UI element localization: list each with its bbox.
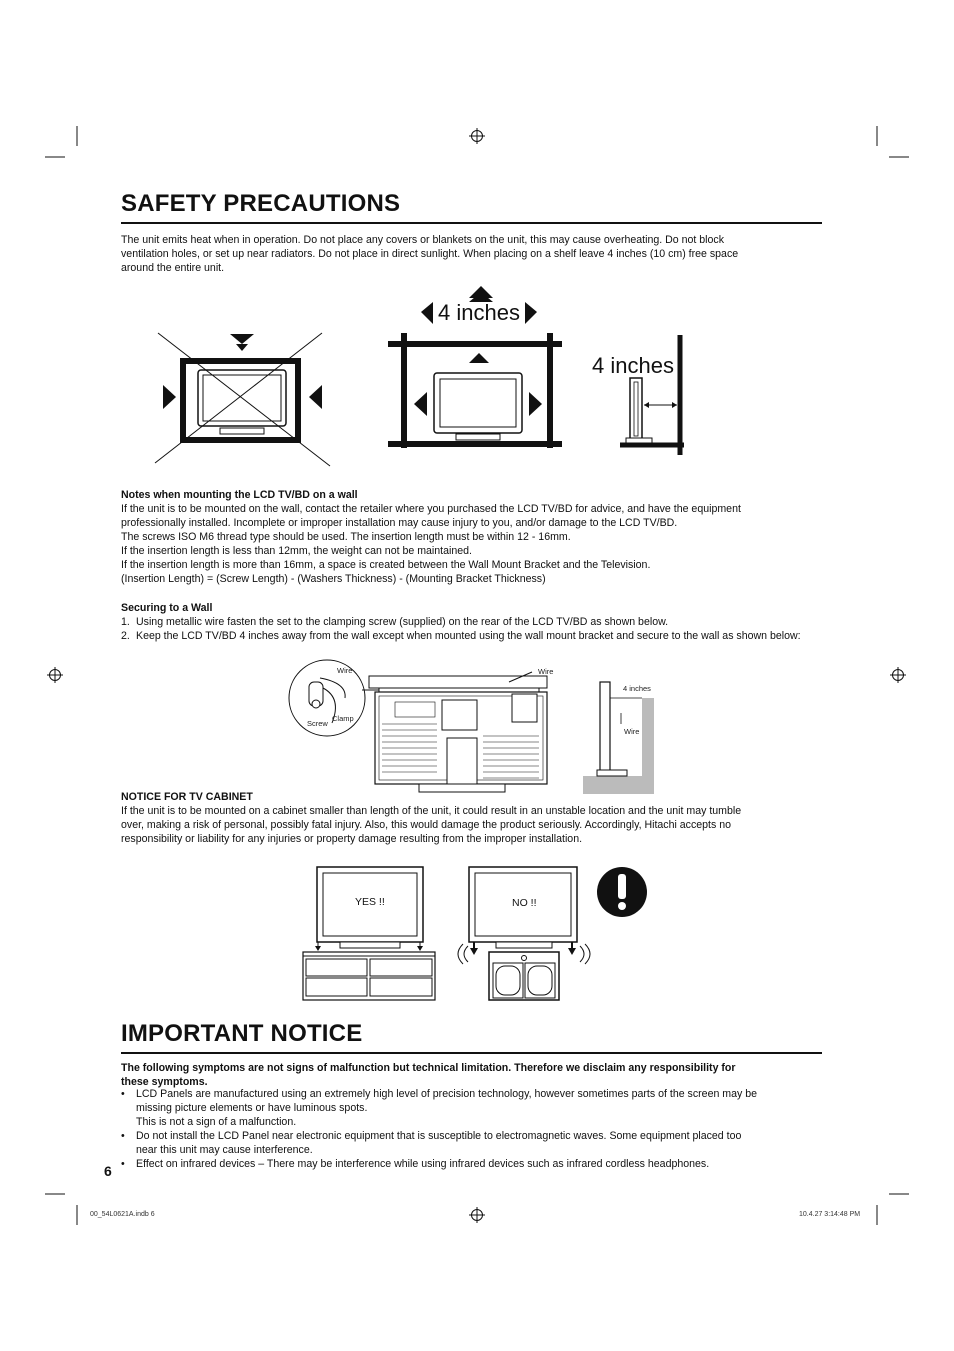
lead-line: these symptoms. [121, 1076, 208, 1088]
clamp-detail [289, 660, 379, 736]
arrow-left-icon [309, 385, 322, 409]
arrow-right-icon [529, 392, 542, 416]
page-number: 6 [104, 1163, 112, 1179]
securing-steps [121, 615, 811, 643]
bullet: • [121, 1130, 125, 1142]
wire-label: Wire [624, 727, 640, 736]
securing-heading: Securing to a Wall [121, 602, 213, 614]
intro-line: ventilation holes, or set up near radiators. Do not place in direct sunlight. When placing on a shelf leave 4 inches (10 cm) free space [121, 248, 739, 260]
correct-cabinet-figure [303, 867, 435, 1000]
yes-label: YES !! [355, 896, 385, 908]
wall-mount-heading: Notes when mounting the LCD TV/BD on a wall [121, 489, 358, 501]
wall-mount-line: If the insertion length is more than 16mm, a space is created between the Wall Mount Bracket and the Television. [121, 559, 651, 571]
registration-mark-left [47, 667, 63, 683]
wall-mount-line: The screws ISO M6 thread type should be used. The insertion length must be within 12 - 16mm. [121, 531, 571, 543]
list-item: 2. Keep the LCD TV/BD 4 inches away from the wall except when mounted using the wall mount bracket and secure to the wall as shown below: [121, 630, 801, 642]
incorrect-placement-figure [155, 333, 330, 466]
important-lead [121, 1061, 811, 1089]
clearance-diagram [150, 278, 690, 468]
registration-mark-top [469, 128, 485, 144]
wall-mount-notes [121, 488, 811, 586]
cabinet-heading: NOTICE FOR TV CABINET [121, 791, 253, 803]
intro-line: around the entire unit. [121, 262, 225, 274]
arrow-right-icon [525, 302, 537, 324]
arrow-left-icon [421, 302, 433, 324]
wall-mount-line: If the insertion length is less than 12mm, the weight can not be maintained. [121, 545, 472, 557]
wire-label: Wire [337, 666, 353, 675]
cabinet-diagram [300, 862, 652, 1004]
side-view-figure [592, 335, 684, 455]
warning-exclamation-icon [597, 867, 647, 917]
list-item: • Effect on infrared devices – There may be interference while using infrared devices such as infrared cordless headphones. [121, 1158, 710, 1170]
inches-label: 4 inches [623, 684, 651, 693]
safety-intro [121, 233, 811, 275]
intro-line: The unit emits heat when in operation. Do not place any covers or blankets on the unit, this may cause overheating. Do not block [121, 234, 725, 246]
wire-label: Wire [538, 667, 554, 676]
screw-label: Screw [307, 719, 328, 728]
cabinet-line: If the unit is to be mounted on a cabinet smaller than length of the unit, it could result in an unstable location and the unit may tumble [121, 805, 742, 817]
bullet: • [121, 1158, 125, 1170]
securing-diagram [287, 658, 657, 798]
cabinet-notice [121, 790, 811, 846]
registration-mark-right [890, 667, 906, 683]
lead-line: The following symptoms are not signs of malfunction but technical limitation. Therefore we disclaim any responsibility for [121, 1062, 736, 1074]
clearance-label-side: 4 inches [592, 353, 674, 378]
arrow-left-icon [414, 392, 427, 416]
incorrect-cabinet-figure [458, 867, 590, 1000]
important-title: IMPORTANT NOTICE [121, 1020, 822, 1054]
wall-mount-line: If the unit is to be mounted on the wall, contact the retailer where you purchased the LCD TV/BD for advice, and have the equipment [121, 503, 741, 515]
clamp-label: Clamp [332, 714, 354, 723]
wall-mount-line: (Insertion Length) = (Screw Length) - (Washers Thickness) - (Mounting Bracket Thickness) [121, 573, 546, 585]
list-item: 1. Using metallic wire fasten the set to the clamping screw (supplied) on the rear of the LCD TV/BD as shown below. [121, 616, 669, 628]
arrow-down-icon [230, 334, 254, 344]
registration-mark-bottom [469, 1207, 485, 1223]
footer-timestamp: 10.4.27 3:14:48 PM [799, 1211, 861, 1218]
bullet: • [121, 1088, 125, 1100]
list-item: • Do not install the LCD Panel near electronic equipment that is susceptible to electromagnetic waves. Some equipment placed too near this unit may cause interference. [121, 1130, 742, 1156]
arrow-right-icon [163, 385, 176, 409]
list-item: • LCD Panels are manufactured using an extremely high level of precision technology, however sometimes parts of the screen may be missing picture elements or have luminous spots. This is not a sign of a malfunction. [121, 1088, 758, 1128]
cabinet-line: over, making a risk of personal, possibly fatal injury. Also, this would damage the product seriously. Accordingly, Hitachi accepts no [121, 819, 732, 831]
wall-side-view [583, 682, 654, 794]
correct-placement-figure [388, 286, 562, 448]
tv-rear-view [369, 667, 553, 792]
safety-title: SAFETY PRECAUTIONS [121, 190, 822, 224]
clearance-label-top: 4 inches [438, 300, 520, 325]
important-bullets [121, 1087, 811, 1171]
cabinet-line: responsibility or liability for any injuries or property damage resulting from the improper installation. [121, 833, 583, 845]
wall-mount-line: professionally installed. Incomplete or improper installation may cause injury to you, and/or damage to the LCD TV/BD. [121, 517, 678, 529]
footer-filename: 00_54L0621A.indb 6 [90, 1211, 155, 1218]
arrow-up-icon [469, 353, 489, 363]
no-label: NO !! [512, 897, 537, 909]
